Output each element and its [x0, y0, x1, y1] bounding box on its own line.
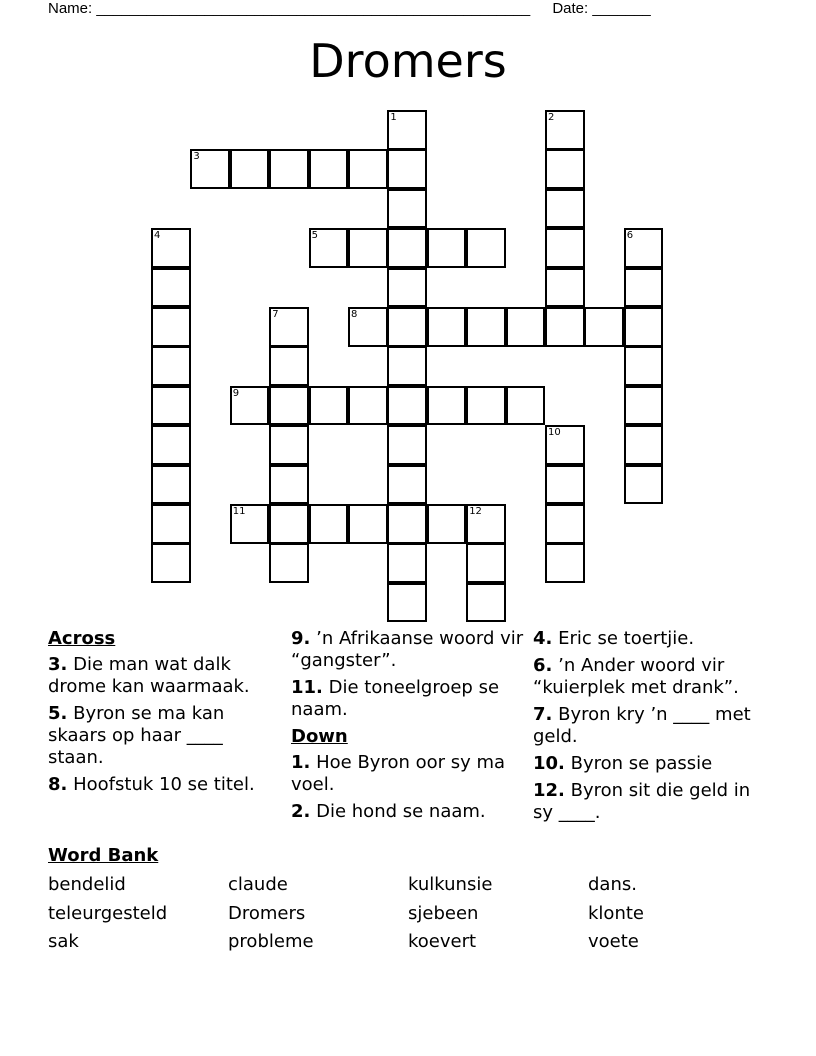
crossword-cell[interactable]	[427, 228, 467, 268]
clue-column-2	[291, 628, 527, 828]
crossword-cell[interactable]	[624, 307, 664, 347]
across-clue-8	[48, 774, 284, 796]
crossword-cell[interactable]	[348, 386, 388, 426]
crossword-cell[interactable]	[387, 346, 427, 386]
crossword-cell[interactable]	[466, 228, 506, 268]
down-clue-2	[291, 801, 527, 823]
clue-number-label: 5	[311, 230, 318, 242]
clue-text: Eric se toertjie.	[558, 628, 695, 649]
crossword-cell[interactable]	[151, 386, 191, 426]
word-bank-word: dans.	[588, 874, 637, 895]
clue-number: 9.	[291, 628, 311, 649]
word-bank-word: voete	[588, 931, 639, 952]
clue-number-label: 4	[154, 230, 161, 242]
crossword-cell[interactable]	[545, 110, 585, 150]
word-bank-word: bendelid	[48, 874, 126, 895]
crossword-cell[interactable]	[309, 228, 349, 268]
crossword-cell[interactable]	[387, 543, 427, 583]
name-label: Name:	[48, 0, 93, 17]
clue-number-label: 10	[548, 427, 561, 439]
crossword-cell[interactable]	[427, 504, 467, 544]
across-heading: Across	[48, 628, 116, 649]
clue-text: Byron se ma kan skaars op haar ____ staan.	[48, 703, 225, 768]
down-clue-1	[291, 752, 527, 796]
clue-number-label: 6	[626, 230, 634, 242]
crossword-cell[interactable]	[348, 228, 388, 268]
crossword-cell[interactable]	[151, 268, 191, 308]
crossword-cell[interactable]	[545, 425, 585, 465]
clue-text: ’n Afrikaanse woord vir “gangster”.	[291, 628, 524, 671]
clue-text: Hoe Byron oor sy ma voel.	[291, 752, 506, 795]
crossword-cell[interactable]	[269, 465, 309, 505]
word-bank-word: sak	[48, 931, 79, 952]
crossword-cell[interactable]	[230, 386, 270, 426]
clue-number-label: 12	[469, 506, 482, 517]
clue-number: 10.	[533, 753, 565, 774]
crossword-cell[interactable]	[427, 307, 467, 347]
crossword-cell[interactable]	[545, 189, 585, 229]
clue-number-label: 2	[548, 112, 555, 123]
crossword-cell[interactable]	[545, 307, 585, 347]
crossword-cell[interactable]	[545, 504, 585, 544]
crossword-cell[interactable]	[466, 307, 506, 347]
crossword-cell[interactable]	[269, 386, 309, 426]
crossword-cell[interactable]	[230, 149, 270, 189]
clue-number: 2.	[291, 801, 311, 822]
crossword-cell[interactable]	[545, 268, 585, 308]
crossword-cell[interactable]	[466, 504, 506, 544]
word-bank-word: sjebeen	[408, 903, 479, 924]
clue-number-label: 9	[232, 387, 240, 399]
clue-text: Byron se passie	[570, 753, 713, 774]
clue-text: Byron sit die geld in sy ____.	[533, 780, 751, 823]
word-bank-word: koevert	[408, 931, 477, 952]
crossword-cell[interactable]	[348, 307, 388, 347]
crossword-cell[interactable]	[151, 465, 191, 505]
word-bank-word: teleurgesteld	[48, 903, 168, 924]
clue-text: Hoofstuk 10 se titel.	[73, 774, 255, 795]
clue-number: 11.	[291, 677, 323, 698]
crossword-cell[interactable]	[230, 504, 270, 544]
clue-text: Die toneelgroep se naam.	[291, 677, 500, 720]
clue-number: 8.	[48, 774, 68, 795]
crossword-cell[interactable]	[309, 149, 349, 189]
crossword-cell[interactable]	[584, 307, 624, 347]
clue-number-label: 1	[390, 112, 397, 123]
crossword-cell[interactable]	[269, 543, 309, 583]
word-bank-word: claude	[228, 874, 288, 895]
word-bank-word: klonte	[588, 903, 644, 924]
clue-text: Die hond se naam.	[316, 801, 486, 822]
crossword-cell[interactable]	[309, 504, 349, 544]
crossword-cell[interactable]	[269, 504, 309, 544]
crossword-cell[interactable]	[545, 228, 585, 268]
crossword-cell[interactable]	[624, 228, 664, 268]
crossword-cell[interactable]	[387, 386, 427, 426]
crossword-cell[interactable]	[151, 425, 191, 465]
crossword-cell[interactable]	[151, 228, 191, 268]
crossword-cell[interactable]	[387, 425, 427, 465]
clue-number: 3.	[48, 654, 68, 675]
crossword-cell[interactable]	[387, 149, 427, 189]
clue-column-1	[48, 628, 284, 801]
crossword-cell[interactable]	[624, 465, 664, 505]
across-clue-9	[291, 628, 527, 672]
crossword-cell[interactable]	[151, 346, 191, 386]
crossword-cell[interactable]	[624, 425, 664, 465]
crossword-cell[interactable]	[151, 307, 191, 347]
crossword-cell[interactable]	[466, 386, 506, 426]
down-heading: Down	[291, 726, 348, 747]
clue-number-label: 3	[193, 151, 200, 163]
clue-number-label: 7	[272, 309, 279, 320]
clue-number: 1.	[291, 752, 311, 773]
clue-number: 12.	[533, 780, 565, 801]
across-clue-11	[291, 677, 527, 721]
crossword-cell[interactable]	[151, 543, 191, 583]
crossword-cell[interactable]	[269, 307, 309, 347]
crossword-cell[interactable]	[506, 307, 546, 347]
crossword-cell[interactable]	[624, 386, 664, 426]
clue-number-label: 8	[351, 309, 358, 320]
crossword-cell[interactable]	[269, 425, 309, 465]
clue-text: ’n Ander woord vir “kuierplek met drank”.	[533, 655, 739, 698]
crossword-cell[interactable]	[506, 386, 546, 426]
crossword-cell[interactable]	[466, 543, 506, 583]
crossword-cell[interactable]	[269, 346, 309, 386]
clue-number-label: 11	[232, 506, 246, 517]
name-line: ____________________________________________________	[96, 0, 531, 17]
clue-number: 5.	[48, 703, 68, 724]
date-label: Date:	[552, 0, 589, 17]
clue-number: 7.	[533, 704, 553, 725]
crossword-cell[interactable]	[545, 149, 585, 189]
clue-column-3	[533, 628, 769, 829]
crossword-cell[interactable]	[190, 149, 230, 189]
crossword-cell[interactable]	[387, 268, 427, 308]
crossword-cell[interactable]	[269, 149, 309, 189]
crossword-cell[interactable]	[348, 504, 388, 544]
crossword-cell[interactable]	[466, 583, 506, 623]
down-clue-4	[533, 628, 769, 650]
crossword-cell[interactable]	[387, 189, 427, 229]
word-bank-word: Dromers	[228, 903, 306, 924]
crossword-cell[interactable]	[545, 465, 585, 505]
crossword-cell[interactable]	[387, 307, 427, 347]
word-bank-heading: Word Bank	[48, 845, 159, 866]
page-title: Dromers	[309, 34, 507, 88]
down-clue-10	[533, 753, 769, 775]
crossword-cell[interactable]	[427, 386, 467, 426]
across-clue-3	[48, 654, 284, 698]
down-clue-7	[533, 704, 769, 748]
word-bank-word: kulkunsie	[408, 874, 493, 895]
clue-number: 4.	[533, 628, 553, 649]
crossword-cell[interactable]	[151, 504, 191, 544]
date-line: _______	[592, 0, 651, 17]
crossword-cell[interactable]	[545, 543, 585, 583]
clue-number: 6.	[533, 655, 553, 676]
crossword-cell[interactable]	[387, 583, 427, 623]
clue-text: Die man wat dalk drome kan waarmaak.	[48, 654, 250, 697]
crossword-cell[interactable]	[387, 110, 427, 150]
crossword-cell[interactable]	[624, 346, 664, 386]
crossword-cell[interactable]	[624, 268, 664, 308]
crossword-cell[interactable]	[309, 386, 349, 426]
crossword-cell[interactable]	[387, 504, 427, 544]
clue-text: Byron kry ’n ____ met geld.	[533, 704, 751, 747]
crossword-cell[interactable]	[387, 465, 427, 505]
across-clue-5	[48, 703, 284, 769]
crossword-cell[interactable]	[387, 228, 427, 268]
word-bank-word: probleme	[228, 931, 314, 952]
crossword-cell[interactable]	[348, 149, 388, 189]
down-clue-12	[533, 780, 769, 824]
down-clue-6	[533, 655, 769, 699]
